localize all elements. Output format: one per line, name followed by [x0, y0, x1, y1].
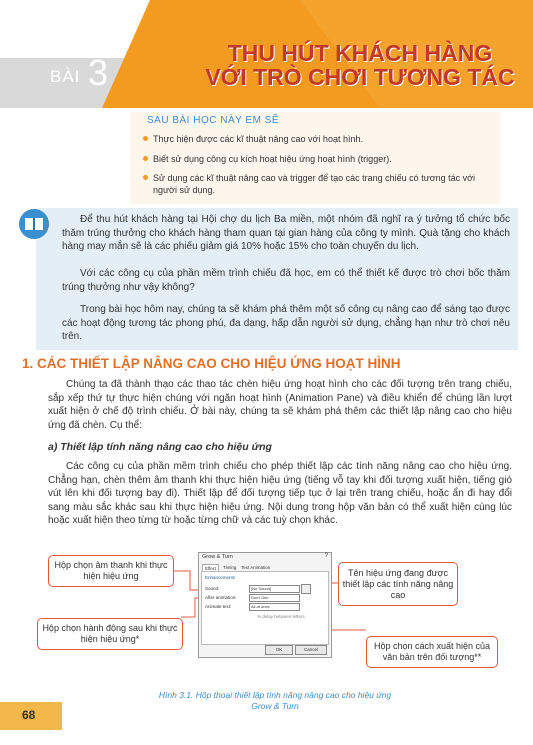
tab-timing[interactable]: Timing — [223, 565, 237, 570]
objective-item: Biết sử dụng công cụ kích hoạt hiệu ứng hoạt hình (trigger). — [143, 153, 498, 165]
delay-text: % delay between letters — [257, 614, 305, 619]
cancel-button[interactable]: Cancel — [295, 645, 327, 655]
callout-after-animation: Hộp chọn hành động sau khi thực hiện hiệu ứng* — [37, 618, 183, 650]
figure-caption-line1: Hình 3.1. Hộp thoại thiết lập tính năng nâng cao cho hiệu ứng — [158, 690, 392, 700]
section-paragraph-2: Các công cụ của phần mềm trình chiếu cho phép thiết lập các tính năng nâng cao cho hiệu ứng. Chẳng hạn, chèn thêm âm thanh khi thực hiện hiệu ứng (tiếng vỗ tay khi đối tượng xuất hiện, tiếng gió vút lên khi đối tượng bay đi). Thiết lập để đối tượng tiếp tục ở lại trên trang chiếu, hoặc ẩn đi hay đổi sang màu sắc khác sau khi thực hiện hiệu ứng. Nội dung trong hộp văn bản có thể xuất hiện cùng lúc hoặc xuất hiện theo từng từ hoặc từng chữ và các tuỳ chọn khác. — [48, 461, 512, 527]
callout-effect-name: Tên hiệu ứng đang được thiết lập các tính năng nâng cao — [338, 562, 458, 606]
lesson-label: BÀI — [50, 67, 81, 86]
tab-text-animation[interactable]: Text Animation — [241, 565, 271, 570]
lesson-title-line2: VỚI TRÒ CHƠI TƯƠNG TÁC — [205, 64, 515, 90]
objective-item: Thực hiện được các kĩ thuật nâng cao với hoạt hình. — [143, 133, 498, 145]
dialog-title: Grow & Turn — [202, 554, 233, 560]
section-title: 1. CÁC THIẾT LẬP NÂNG CAO CHO HIỆU ỨNG HOẠT HÌNH — [22, 356, 401, 371]
figure-caption — [150, 690, 400, 712]
tab-effect[interactable]: Effect — [202, 564, 219, 572]
ok-button[interactable]: OK — [265, 645, 293, 655]
lesson-title-line1: THU HÚT KHÁCH HÀNG — [227, 40, 493, 66]
sound-select[interactable]: [No Sound] — [249, 585, 300, 593]
subsection-heading: a) Thiết lập tính năng nâng cao cho hiệu ứng — [48, 441, 272, 453]
after-animation-select[interactable]: Don't Dim — [249, 594, 300, 602]
page-number: 68 — [22, 708, 36, 722]
intro-paragraph-1: Để thu hút khách hàng tại Hội chợ du lịch Ba miền, một nhóm đã nghĩ ra ý tưởng tổ chức bốc thăm trúng thưởng cho khách hàng tham quan tại gian hàng của công ty mình. Quà tặng cho khách hàng may mắn sẽ là các phiếu giảm giá 10% hoặc 15% cho toàn chuyến du lịch. — [62, 214, 510, 253]
speaker-icon[interactable] — [301, 584, 311, 594]
figure-caption-line2: Grow & Turn — [251, 701, 299, 711]
lesson-number: 3 — [88, 52, 109, 93]
grow-turn-dialog — [198, 552, 332, 658]
sound-label: Sound: — [205, 586, 220, 591]
animate-text-select[interactable]: All at once — [249, 603, 300, 611]
callout-text-animation: Hộp chọn cách xuất hiện của văn bản trên đối tượng** — [366, 636, 498, 668]
objectives-heading: SAU BÀI HỌC NÀY EM SẼ — [147, 115, 280, 126]
intro-paragraph-3: Trong bài học hôm nay, chúng ta sẽ khám phá thêm một số công cụ nâng cao để sáng tạo được các hoạt động tương tác phong phú, đa dạng, hấp dẫn người sử dụng, chẳng hạn như trò chơi nêu trên. — [62, 304, 510, 343]
section-paragraph-1: Chúng ta đã thành thạo các thao tác chèn hiệu ứng hoạt hình cho các đối tượng trên trang chiếu, sắp xếp thứ tự thực hiện chúng với ngăn hoạt hình (Animation Pane) và điều khiển để chúng lần lượt xuất hiện ở chế độ trình chiếu. Ở bài này, chúng ta sẽ khám phá thêm các thiết lập nâng cao cho hiệu ứng đã chèn. Cụ thể: — [48, 379, 512, 431]
callout-sound: Hộp chọn âm thanh khi thực hiện hiệu ứng — [48, 555, 174, 587]
intro-paragraph-2: Với các công cụ của phần mềm trình chiếu đã học, em có thể thiết kế được trò chơi bốc thăm trúng thưởng như vậy không? — [62, 268, 510, 293]
dialog-help-button[interactable]: ? — [324, 553, 328, 559]
objective-item: Sử dụng các kĩ thuật nâng cao và trigger để tạo các trang chiếu có tương tác với người sử dụng. — [143, 172, 498, 196]
animate-text-label: Animate text: — [205, 604, 232, 609]
after-animation-label: After animation: — [205, 595, 237, 600]
enhancements-group-label: Enhancements — [205, 575, 236, 580]
